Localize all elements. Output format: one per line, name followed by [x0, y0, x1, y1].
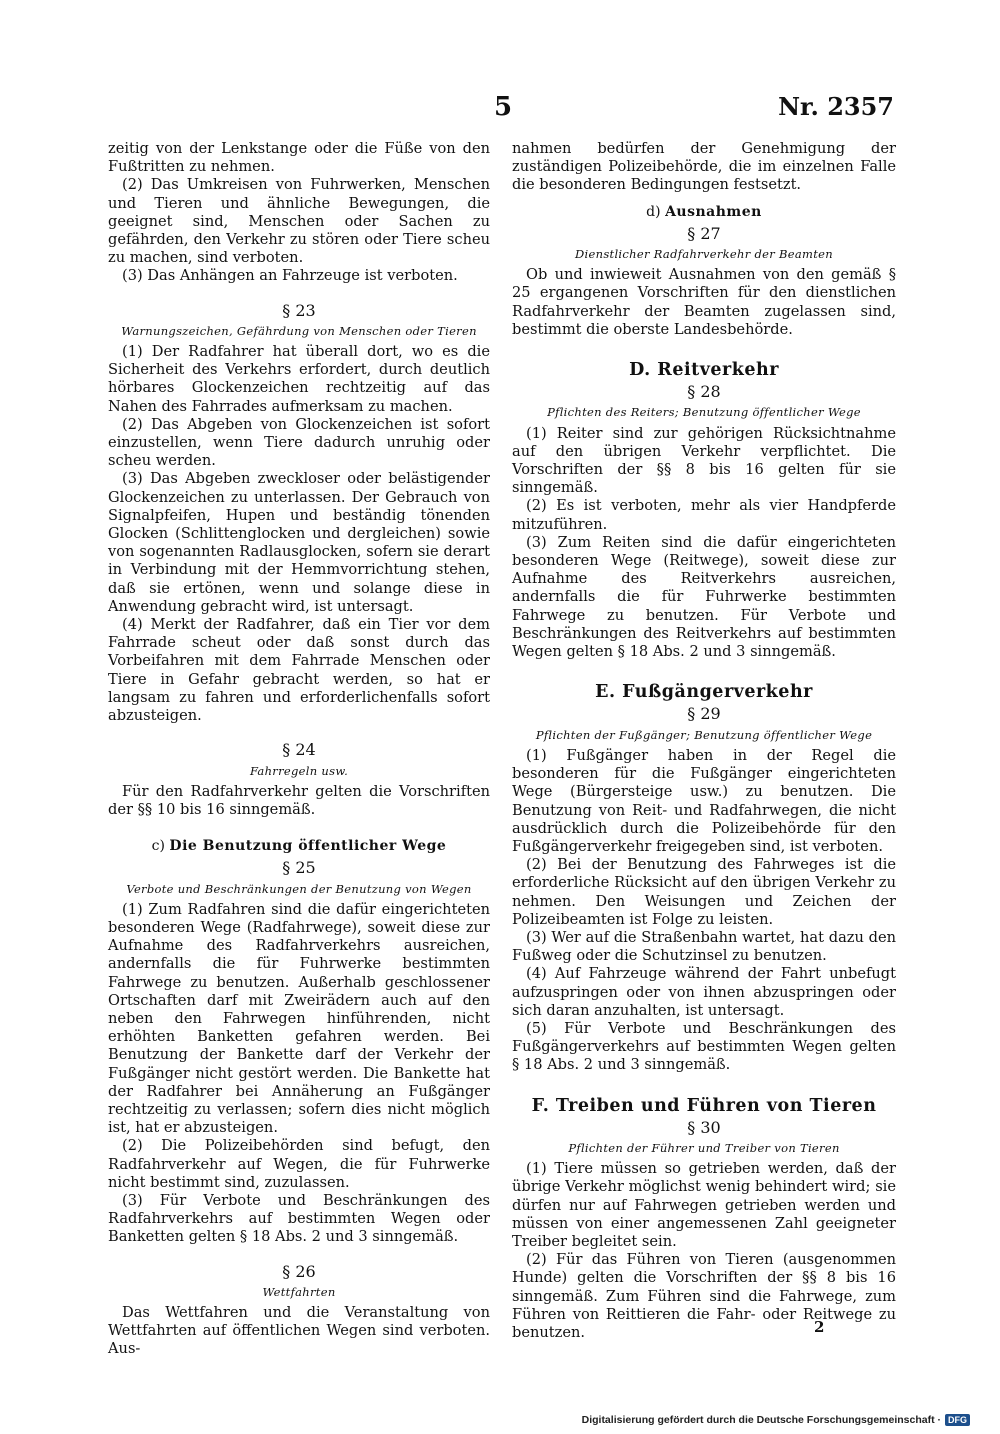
paragraph: (2) Für das Führen von Tieren (ausgenommen Hunde) gelten die Vorschriften der §§ 8 bis 16 sinngemäß. Zum Führen sind die Fahrwege, zum Führen von Reittieren die Fahr- oder Reitwege zu benutzen. [512, 1251, 896, 1341]
paragraph: (1) Der Radfahrer hat überall dort, wo es die Sicherheit des Verkehrs erfordert, durch deutlich hörbares Glockenzeichen rechtzeitig auf das Nahen des Fahrrades aufmerksam zu machen. [108, 343, 490, 415]
subheading-c [108, 837, 490, 855]
section-24-title: § 24 [282, 740, 316, 760]
paragraph: Das Wettfahren und die Veranstaltung von Wettfahrten auf öffentlichen Wegen sind verboten. Aus- [108, 1303, 490, 1358]
paragraph: Für den Radfahrverkehr gelten die Vorschriften der §§ 10 bis 16 sinngemäß. [108, 782, 490, 818]
subheading-title: Ausnahmen [665, 203, 762, 220]
paragraph: (1) Zum Radfahren sind die dafür eingerichteten besonderen Wege (Radfahrwege), soweit diese zur Aufnahme des Radfahrverkehrs ausreichen, andernfalls die für Fuhrwerke bestimmten Fahrwege zu benutzen. Außerhalb geschlossener Ortschaften darf mit Zweirädern auch auf den neben den Fahrwegen hinführenden, nicht erhöhten Banketten gefahren werden. Bei Benutzung der Bankette darf der Verkehr der Fußgänger nicht gestört werden. Die Bankette hat der Radfahrer bei Annäherung an Fußgänger rechtzeitig zu verlassen; sofern dies nicht möglich ist, hat er abzusteigen. [108, 900, 490, 1137]
subheading-label: c) [151, 838, 165, 855]
section-25-title: § 25 [282, 858, 316, 878]
section-23-subtitle: Warnungszeichen, Gefährdung von Menschen oder Tieren [121, 323, 477, 338]
dfg-logo-icon: DFG [945, 1414, 970, 1426]
credit-text: Digitalisierung gefördert durch die Deutsche Forschungsgemeinschaft · [581, 1414, 941, 1426]
paragraph: (1) Tiere müssen so getrieben werden, daß der übrige Verkehr möglichst wenig behindert wird; sie dürfen nur auf Fahrwegen getrieben werden und müssen von einer angemessenen Zahl geeigneter Treiber begleitet sein. [512, 1160, 896, 1250]
page-number: 5 [494, 92, 513, 122]
section-30-subtitle: Pflichten der Führer und Treiber von Tieren [568, 1140, 840, 1155]
section-30-title: § 30 [687, 1117, 721, 1137]
section-26-title: § 26 [282, 1261, 316, 1281]
paragraph: (5) Für Verbote und Beschränkungen des Fußgängerverkehrs auf bestimmten Wegen gelten § 18 Abs. 2 und 3 sinngemäß. [512, 1019, 896, 1074]
paragraph: (2) Bei der Benutzung des Fahrweges ist die erforderliche Rücksicht auf den übrigen Verkehr zu nehmen. Den Weisungen und Zeichen der Polizeibeamten ist Folge zu leisten. [512, 856, 896, 928]
paragraph: (3) Das Anhängen an Fahrzeuge ist verboten. [122, 267, 458, 285]
paragraph: (2) Es ist verboten, mehr als vier Handpferde mitzuführen. [512, 497, 896, 533]
heading-f-tiere: F. Treiben und Führen von Tieren [531, 1095, 877, 1116]
paragraph: (4) Merkt der Radfahrer, daß ein Tier vor dem Fahrrade scheut oder daß sonst durch das Vorbeifahren mit dem Fahrrade Menschen oder Tiere in Gefahr gebracht werden, so hat er langsam zu fahren und erforderlichenfalls sofort abzusteigen. [108, 616, 490, 725]
paragraph: Ob und inwieweit Ausnahmen von den gemäß § 25 ergangenen Vorschriften für den dienstlichen Radfahrverkehr der Beamten zugelassen sind, bestimmt die oberste Landesbehörde. [512, 266, 896, 338]
paragraph: (3) Das Abgeben zweckloser oder belästigender Glockenzeichen zu unterlassen. Der Gebrauch von Signalpfeifen, Hupen und beständig tönenden Glocken (Schlittenglocken und dergleichen) sowie von sogenannten Radlausglocken, sofern sie derart in Verbindung mit der Hemmvorrichtung stehen, daß sie ertönen, wenn und solange diese in Anwendung gebracht wird, ist untersagt. [108, 470, 490, 615]
subheading-d [512, 203, 896, 221]
section-26-subtitle: Wettfahrten [262, 1284, 336, 1299]
heading-e-fussgaengerverkehr: E. Fußgängerverkehr [595, 682, 813, 703]
sheet-number: 2 [814, 1318, 825, 1336]
section-23-title: § 23 [282, 300, 316, 320]
paragraph: (3) Zum Reiten sind die dafür eingerichteten besonderen Wege (Reitwege), soweit diese zur Aufnahme des Reitverkehrs ausreichen, andernfalls die für Fuhrwerke bestimmten Fahrwege zu benutzen. Für Verbote und Beschränkungen des Reitverkehrs auf bestimmten Wegen gelten § 18 Abs. 2 und 3 sinngemäß. [512, 533, 896, 661]
paragraph: (2) Das Umkreisen von Fuhrwerken, Menschen und Tieren und ähnliche Bewegungen, die geeignet sind, Menschen oder Sachen zu gefährden, den Verkehr zu stören oder Tiere scheu zu machen, sind verboten. [108, 176, 490, 267]
paragraph: nahmen bedürfen der Genehmigung der zuständigen Polizeibehörde, die im einzelnen Falle die besonderen Bedingungen festsetzt. [512, 140, 896, 194]
right-column [512, 140, 896, 1342]
heading-d-reitverkehr: D. Reitverkehr [629, 360, 779, 381]
section-28-title: § 28 [687, 382, 721, 402]
digitization-credit [582, 1414, 970, 1426]
section-29-subtitle: Pflichten der Fußgänger; Benutzung öffentlicher Wege [535, 727, 873, 742]
section-25-subtitle: Verbote und Beschränkungen der Benutzung von Wegen [126, 881, 472, 896]
paragraph: (3) Wer auf die Straßenbahn wartet, hat dazu den Fußweg oder die Schutzinsel zu benutzen. [512, 928, 896, 965]
section-24-subtitle: Fahrregeln usw. [249, 763, 349, 778]
paragraph: (1) Reiter sind zur gehörigen Rücksichtnahme auf den übrigen Verkehr verpflichtet. Die Vorschriften der §§ 8 bis 16 gelten für sie sinngemäß. [512, 424, 896, 497]
section-27-subtitle: Dienstlicher Radfahrverkehr der Beamten [575, 247, 833, 262]
paragraph: zeitig von der Lenkstange oder die Füße von den Fußtritten zu nehmen. [108, 140, 490, 176]
paragraph: (1) Fußgänger haben in der Regel die besonderen für die Fußgänger eingerichteten Wege (Bürgersteige usw.) zu benutzen. Die Benutzung von Reit- und Radfahrwegen, die nicht ausdrücklich durch die Polizeibehörde für den Fußgängerverkehr freigegeben sind, ist verboten. [512, 746, 896, 855]
paragraph: (3) Für Verbote und Beschränkungen des Radfahrverkehrs auf bestimmten Wegen oder Banketten gelten § 18 Abs. 2 und 3 sinngemäß. [108, 1191, 490, 1246]
paragraph: (2) Die Polizeibehörden sind befugt, den Radfahrverkehr auf Wegen, die für Fuhrwerke nicht bestimmt sind, zuzulassen. [108, 1137, 490, 1191]
subheading-title: Die Benutzung öffentlicher Wege [169, 838, 447, 855]
document-number: Nr. 2357 [778, 92, 894, 121]
left-column [108, 140, 490, 1359]
section-28-subtitle: Pflichten des Reiters; Benutzung öffentlicher Wege [547, 405, 861, 420]
section-27-title: § 27 [687, 223, 721, 243]
paragraph: (2) Das Abgeben von Glockenzeichen ist sofort einzustellen, wenn Tiere dadurch unruhig oder scheu werden. [108, 415, 490, 470]
subheading-label: d) [646, 203, 661, 220]
paragraph: (4) Auf Fahrzeuge während der Fahrt unbefugt aufzuspringen oder von ihnen abzuspringen oder sich daran anzuhalten, ist untersagt. [512, 965, 896, 1019]
section-29-title: § 29 [687, 704, 721, 724]
